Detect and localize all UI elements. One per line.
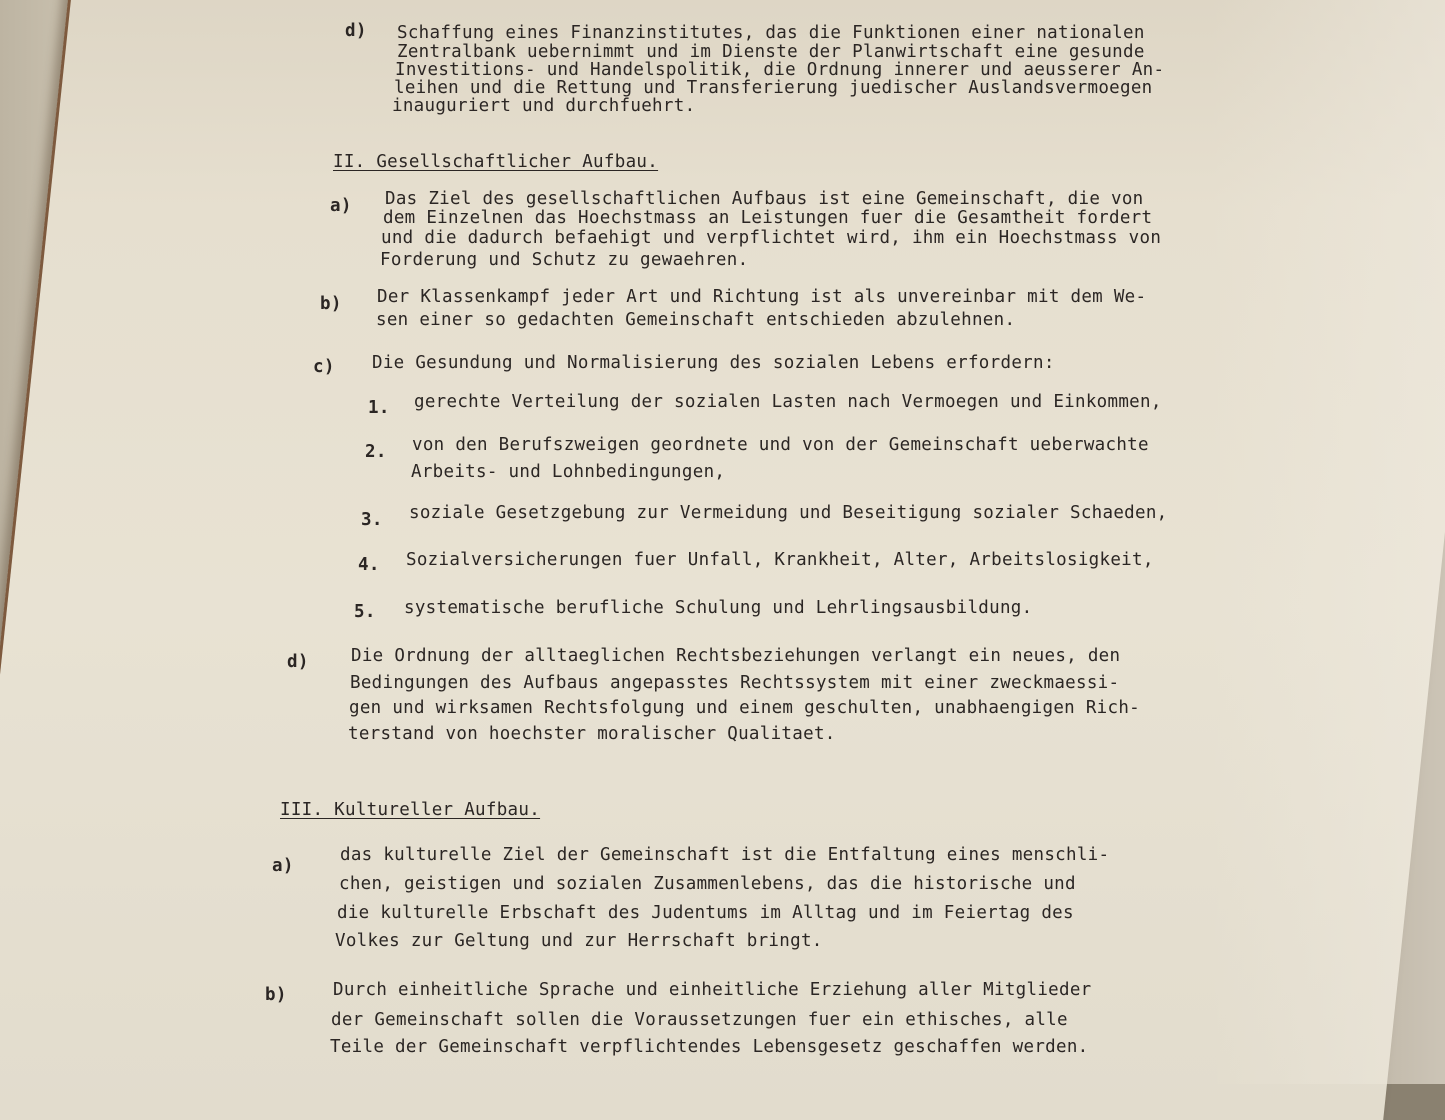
paragraph-line: terstand von hoechster moralischer Qualitaet. [348, 724, 836, 744]
item-marker: a) [330, 196, 352, 216]
paragraph-line: die kulturelle Erbschaft des Judentums im Alltag und im Feiertag des [337, 903, 1074, 923]
paragraph-line: Schaffung eines Finanzinstitutes, das die Funktionen einer nationalen [397, 23, 1145, 43]
item-marker: d) [287, 652, 309, 672]
section-heading: II. Gesellschaftlicher Aufbau. [333, 152, 659, 172]
paragraph-line: das kulturelle Ziel der Gemeinschaft ist die Entfaltung eines menschli- [340, 845, 1110, 865]
section-heading: III. Kultureller Aufbau. [280, 800, 541, 820]
paragraph-line: Die Ordnung der alltaeglichen Rechtsbeziehungen verlangt ein neues, den [351, 646, 1121, 666]
subitem-number: 5. [354, 602, 376, 622]
item-marker: b) [320, 294, 342, 314]
paragraph-line: Investitions- und Handelspolitik, die Ordnung innerer und aeusserer An- [395, 60, 1165, 80]
paragraph-line: dem Einzelnen das Hoechstmass an Leistungen fuer die Gesamtheit fordert [383, 208, 1153, 228]
paragraph-line: gen und wirksamen Rechtsfolgung und einem geschulten, unabhaengigen Rich- [349, 698, 1141, 718]
subitem-number: 2. [365, 442, 387, 462]
paragraph-line: sen einer so gedachten Gemeinschaft entschieden abzulehnen. [376, 310, 1016, 330]
subitem-line: gerechte Verteilung der sozialen Lasten nach Vermoegen und Einkommen, [414, 392, 1162, 412]
paragraph-line: leihen und die Rettung und Transferierung juedischer Auslandsvermoegen [394, 78, 1153, 98]
item-marker: d) [345, 21, 367, 41]
paragraph-line: Die Gesundung und Normalisierung des sozialen Lebens erfordern: [372, 353, 1055, 373]
subitem-line: Sozialversicherungen fuer Unfall, Krankheit, Alter, Arbeitslosigkeit, [406, 550, 1154, 570]
subitem-number: 3. [361, 510, 383, 530]
subitem-line: Arbeits- und Lohnbedingungen, [411, 462, 726, 482]
subitem-number: 4. [358, 555, 380, 575]
paragraph-line: der Gemeinschaft sollen die Voraussetzungen fuer ein ethisches, alle [331, 1010, 1068, 1030]
paragraph-line: Durch einheitliche Sprache und einheitliche Erziehung aller Mitglieder [333, 980, 1092, 1000]
paragraph-line: Volkes zur Geltung und zur Herrschaft bringt. [335, 931, 823, 951]
subitem-number: 1. [368, 398, 390, 418]
subitem-line: systematische berufliche Schulung und Lehrlingsausbildung. [404, 598, 1033, 618]
subitem-line: soziale Gesetzgebung zur Vermeidung und Beseitigung sozialer Schaeden, [409, 503, 1168, 523]
paragraph-line: chen, geistigen und sozialen Zusammenlebens, das die historische und [339, 874, 1076, 894]
paragraph-line: Das Ziel des gesellschaftlichen Aufbaus ist eine Gemeinschaft, die von [385, 189, 1144, 209]
paragraph-line: Forderung und Schutz zu gewaehren. [380, 250, 749, 270]
paragraph-line: und die dadurch befaehigt und verpflichtet wird, ihm ein Hoechstmass von [381, 228, 1162, 248]
subitem-line: von den Berufszweigen geordnete und von der Gemeinschaft ueberwachte [412, 435, 1149, 455]
item-marker: c) [313, 357, 335, 377]
paragraph-line: Der Klassenkampf jeder Art und Richtung ist als unvereinbar mit dem We- [377, 287, 1147, 307]
paragraph-line: inauguriert und durchfuehrt. [392, 96, 696, 116]
paragraph-line: Bedingungen des Aufbaus angepasstes Rechtssystem mit einer zweckmaessi- [350, 673, 1120, 693]
paragraph-line: Teile der Gemeinschaft verpflichtendes Lebensgesetz geschaffen werden. [330, 1037, 1089, 1057]
item-marker: a) [272, 856, 294, 876]
item-marker: b) [265, 985, 287, 1005]
paragraph-line: Zentralbank uebernimmt und im Dienste der Planwirtschaft eine gesunde [397, 42, 1145, 62]
